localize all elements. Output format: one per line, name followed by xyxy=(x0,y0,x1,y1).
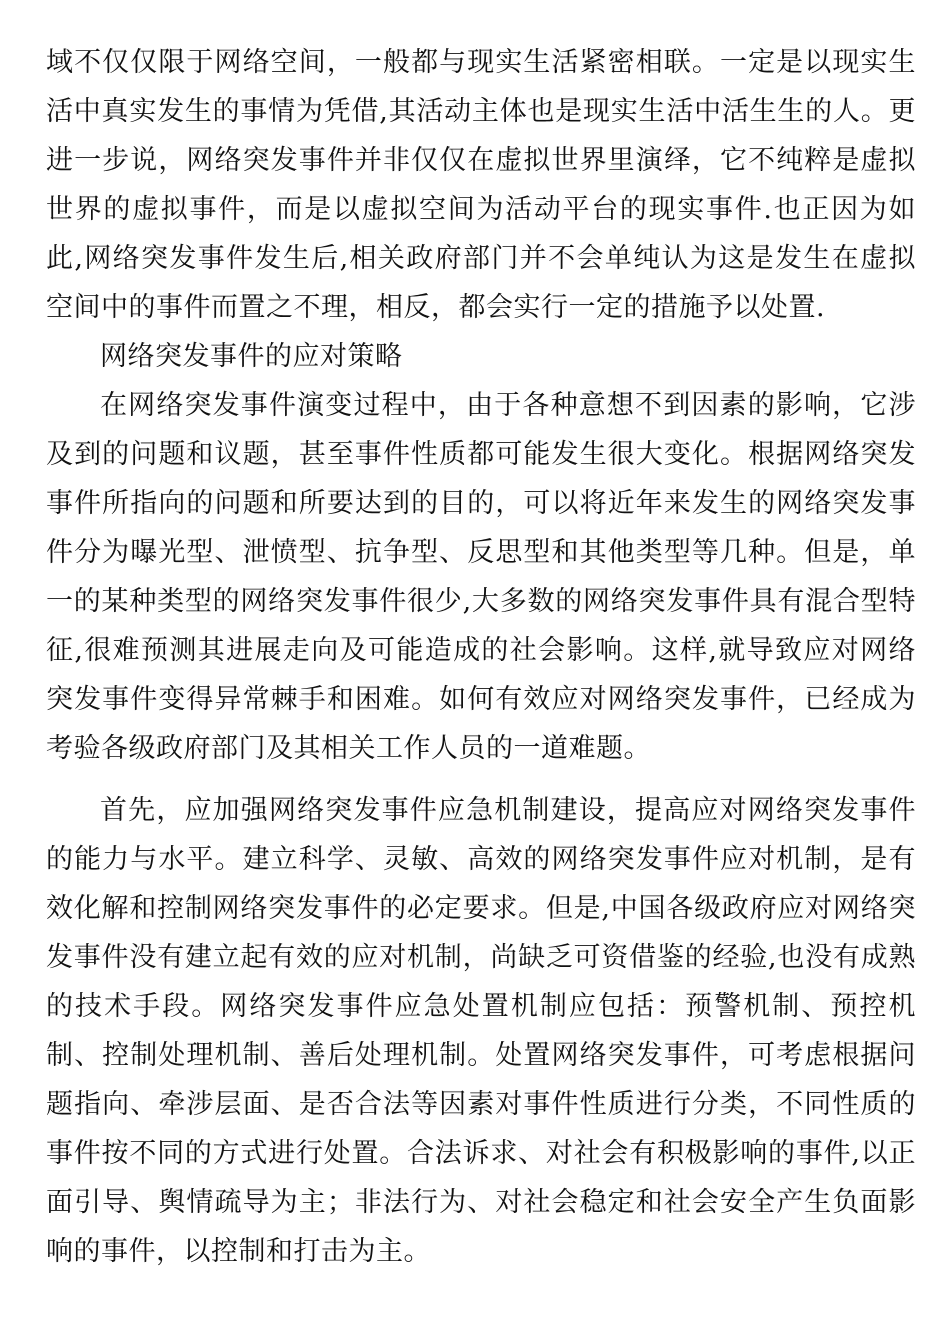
paragraph-response-strategy-intro: 在网络突发事件演变过程中，由于各种意想不到因素的影响，它涉及到的问题和议题，甚至事件性质都可能发生很大变化。根据网络突发事件所指向的问题和所要达到的目的，可以将近年来发生的网络突发事件分为曝光型、泄愤型、抗争型、反思型和其他类型等几种。但是，单一的某种类型的网络突发事件很少,大多数的网络突发事件具有混合型特征,很难预测其进展走向及可能造成的社会影响。这样,就导致应对网络突发事件变得异常棘手和困难。如何有效应对网络突发事件，已经成为考验各级政府部门及其相关工作人员的一道难题。 xyxy=(46,390,916,764)
paragraph-emergency-mechanism: 首先，应加强网络突发事件应急机制建设，提高应对网络突发事件的能力与水平。建立科学、灵敏、高效的网络突发事件应对机制，是有效化解和控制网络突发事件的必定要求。但是,中国各级政府应对网络突发事件没有建立起有效的应对机制，尚缺乏可资借鉴的经验,也没有成熟的技术手段。网络突发事件应急处置机制应包括：预警机制、预控机制、控制处理机制、善后处理机制。处置网络突发事件，可考虑根据问题指向、牵涉层面、是否合法等因素对事件性质进行分类，不同性质的事件按不同的方式进行处置。合法诉求、对社会有积极影响的事件,以正面引导、舆情疏导为主；非法行为、对社会稳定和社会安全产生负面影响的事件，以控制和打击为主。 xyxy=(46,795,916,1267)
paragraph-continued: 域不仅仅限于网络空间，一般都与现实生活紧密相联。一定是以现实生活中真实发生的事情为凭借,其活动主体也是现实生活中活生生的人。更进一步说，网络突发事件并非仅仅在虚拟世界里演绎，它不纯粹是虚拟世界的虚拟事件，而是以虚拟空间为活动平台的现实事件.也正因为如此,网络突发事件发生后,相关政府部门并不会单纯认为这是发生在虚拟空间中的事件而置之不理，相反，都会实行一定的措施予以处置. xyxy=(46,47,916,323)
section-heading: 网络突发事件的应对策略 xyxy=(100,341,403,372)
